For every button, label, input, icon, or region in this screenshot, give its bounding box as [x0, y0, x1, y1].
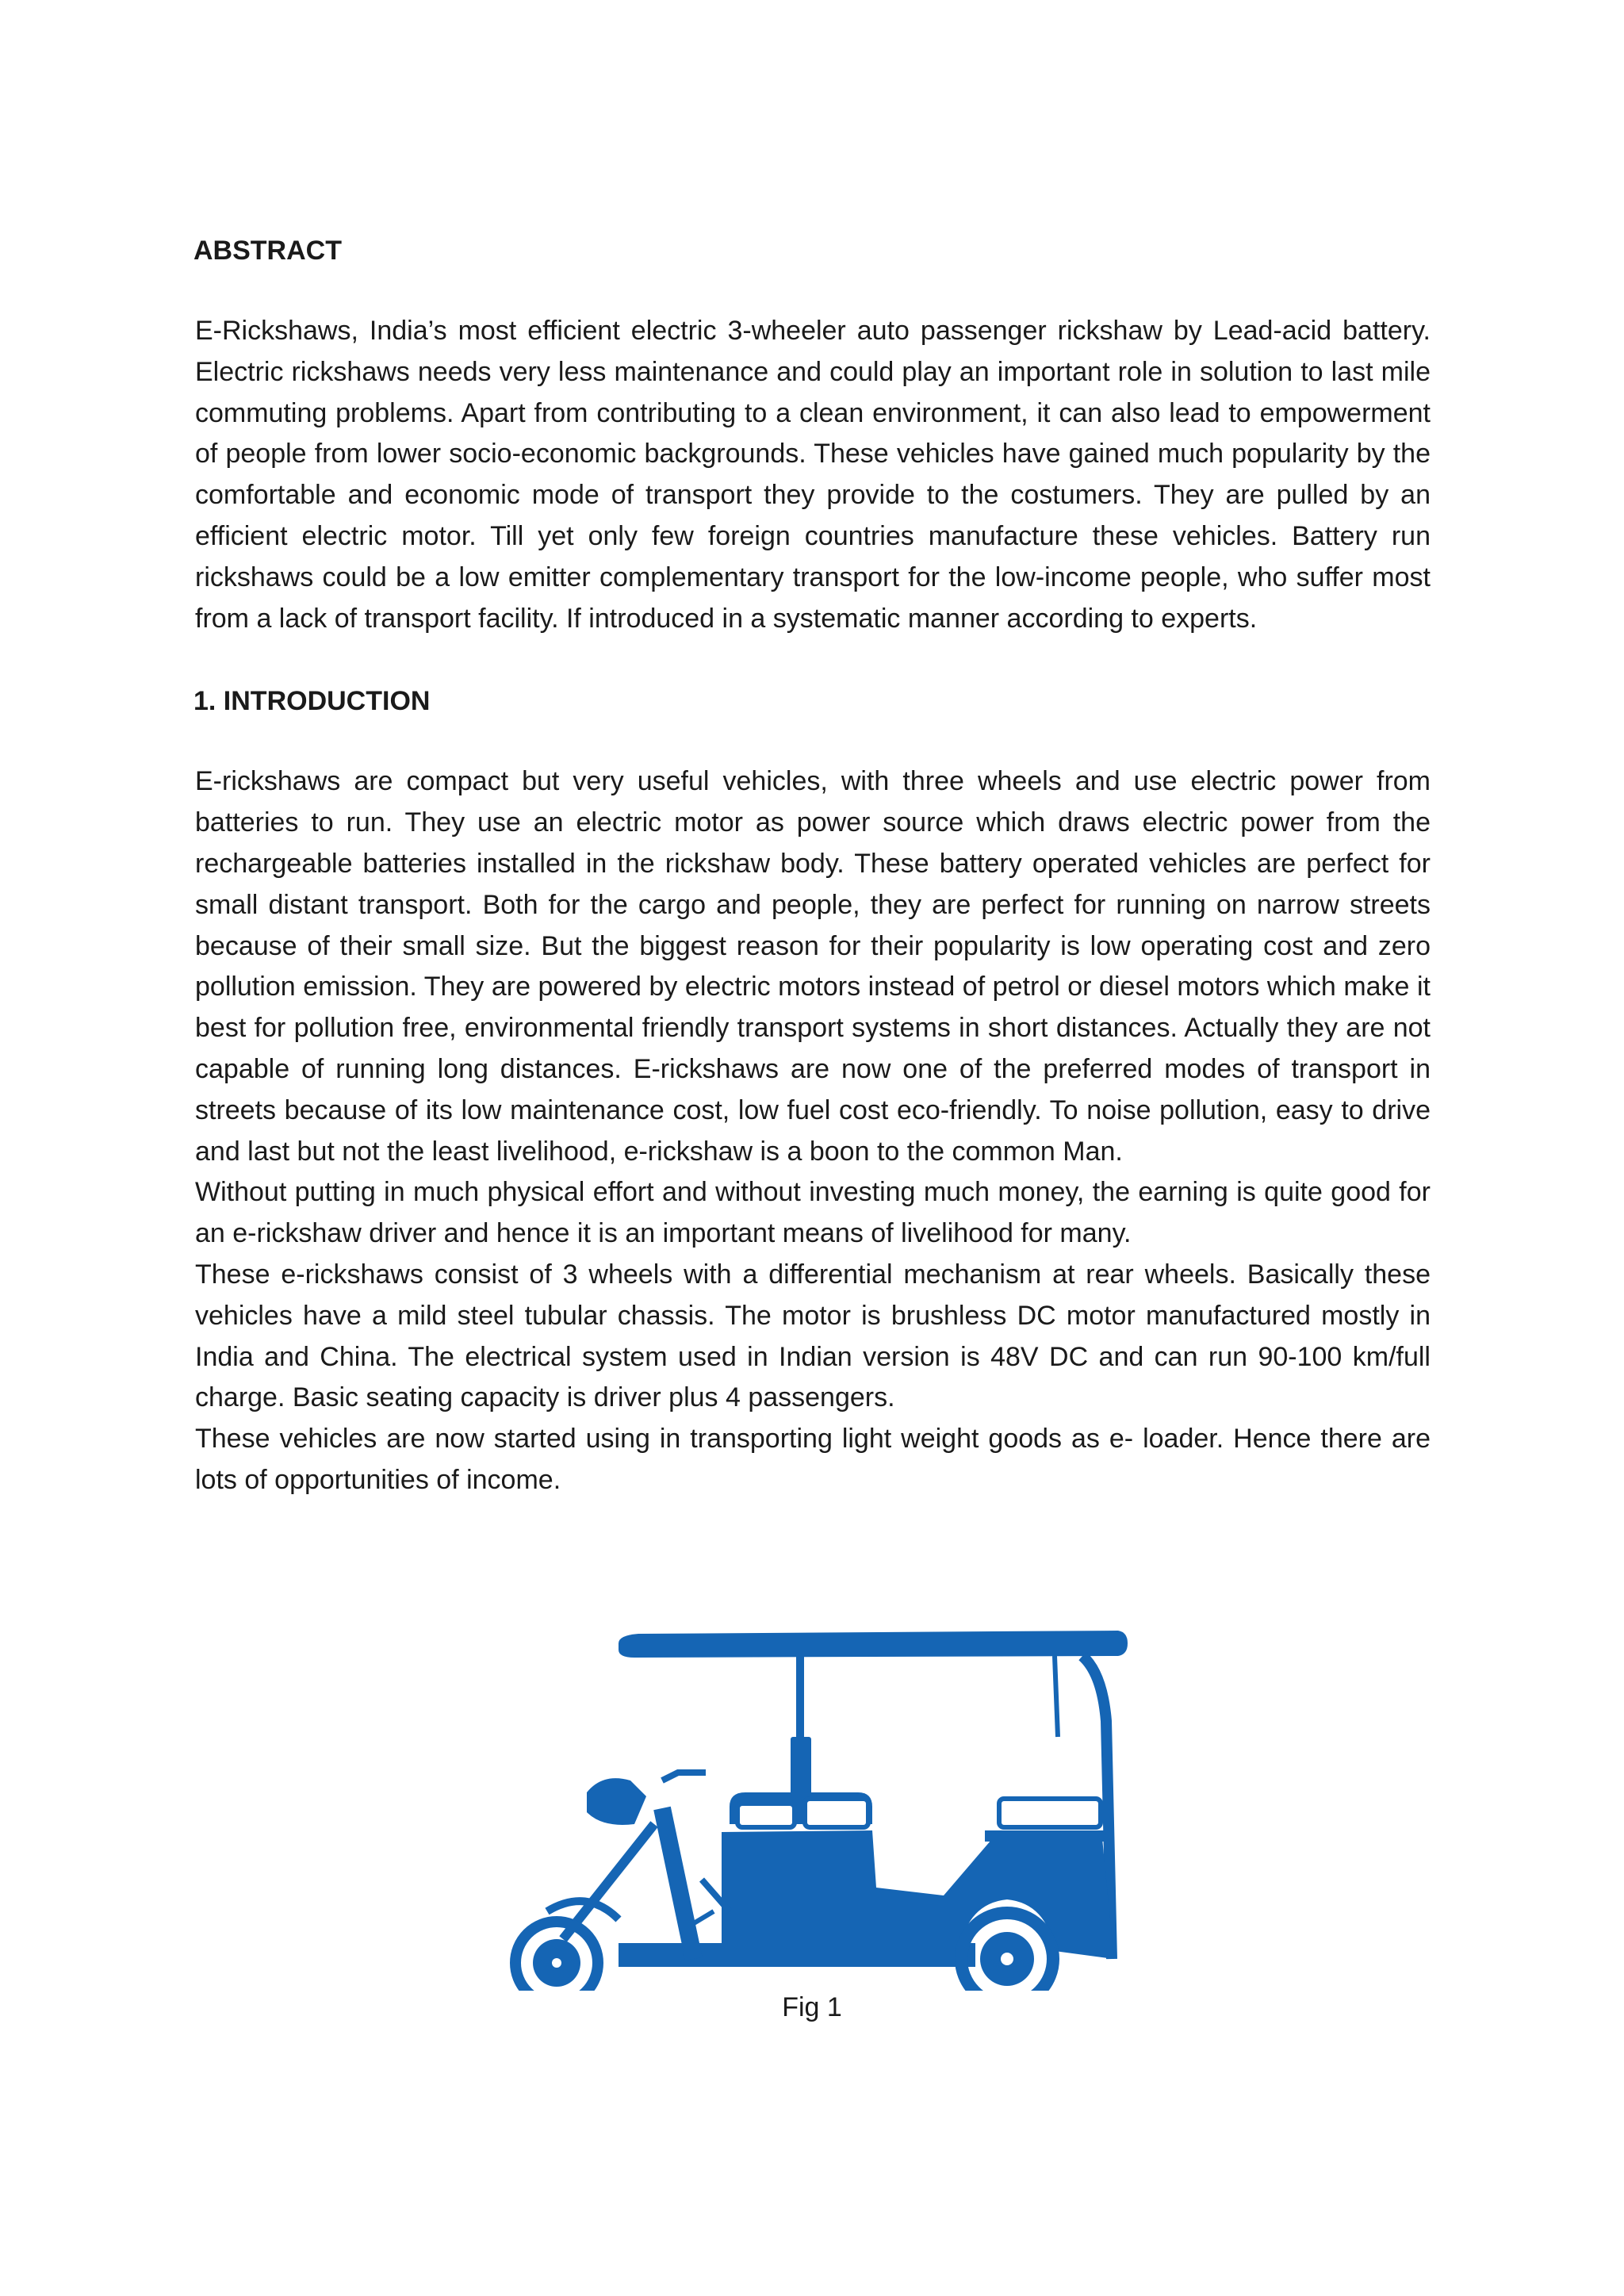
introduction-paragraph-3: These e-rickshaws consist of 3 wheels with a differential mechanism at rear wheels. Basically these vehicles have a mild steel tubular chassis. The motor is brushless DC motor manufactured mostly in India and China. The electrical system used in Indian version is 48V DC and can run 90-100 km/full charge. Basic seating capacity is driver plus 4 passengers. — [195, 1259, 1431, 1413]
introduction-paragraph-2: Without putting in much physical effort and without investing much money, the earning is quite good for an e-rickshaw driver and hence it is an important means of livelihood for many. — [195, 1177, 1431, 1249]
e-rickshaw-illustration — [500, 1626, 1134, 1991]
document-body — [195, 230, 1431, 1501]
headlight — [587, 1778, 646, 1825]
rear-pole — [1055, 1656, 1058, 1737]
front-column — [662, 1808, 694, 1959]
introduction-paragraph-1: E-rickshaws are compact but very useful vehicles, with three wheels and use electric power from batteries to run. They use an electric motor as power source which draws electric power from the rechargeable batteries installed in the rickshaw body. These battery operated vehicles are perfect for small distant transport. Both for the cargo and people, they are perfect for running on narrow streets because of their small size. But the biggest reason for their popularity is low operating cost and zero pollution emission. They are powered by electric motors instead of petrol or diesel motors which make it best for pollution free, environmental friendly transport systems in short distances. Actually they are not capable of running long distances. E-rickshaws are now one of the preferred modes of transport in streets because of its low maintenance cost, low fuel cost eco-friendly. To noise pollution, easy to drive and last but not the least livelihood, e-rickshaw is a boon to the common Man. — [195, 766, 1431, 1167]
figure-caption: Fig 1 — [782, 1992, 842, 2022]
middle-seat-right-cushion — [805, 1799, 868, 1827]
middle-seat-left-cushion — [737, 1803, 795, 1827]
introduction-heading: 1. INTRODUCTION — [193, 686, 431, 717]
front-wheel-center — [552, 1958, 561, 1968]
rear-wheel-center — [1001, 1953, 1013, 1965]
brace-small — [694, 1911, 714, 1923]
abstract-text: E-Rickshaws, India’s most efficient electric 3-wheeler auto passenger rickshaw by Lead-acid battery. Electric rickshaws needs very less maintenance and could play an important role in solution to last mile commuting problems. Apart from contributing to a clean environment, it can also lead to empowerment of people from lower socio-economic backgrounds. These vehicles have gained much popularity by the comfortable and economic mode of transport they provide to the costumers. They are pulled by an efficient electric motor. Till yet only few foreign countries manufacture these vehicles. Battery run rickshaws could be a low emitter complementary transport for the low-income people, who suffer most from a lack of transport facility. If introduced in a systematic manner according to experts. — [195, 316, 1431, 634]
rear-seat-cushion — [999, 1799, 1101, 1827]
floor-board — [619, 1943, 975, 1967]
rear-panel-top — [985, 1830, 1105, 1842]
introduction-paragraph-4: These vehicles are now started using in transporting light weight goods as e- loader. Hence there are lots of opportunities of income. — [195, 1424, 1431, 1495]
handlebar — [662, 1773, 706, 1780]
roof-canopy — [619, 1631, 1128, 1658]
abstract-heading: ABSTRACT — [193, 236, 342, 266]
pole-block — [791, 1737, 811, 1796]
